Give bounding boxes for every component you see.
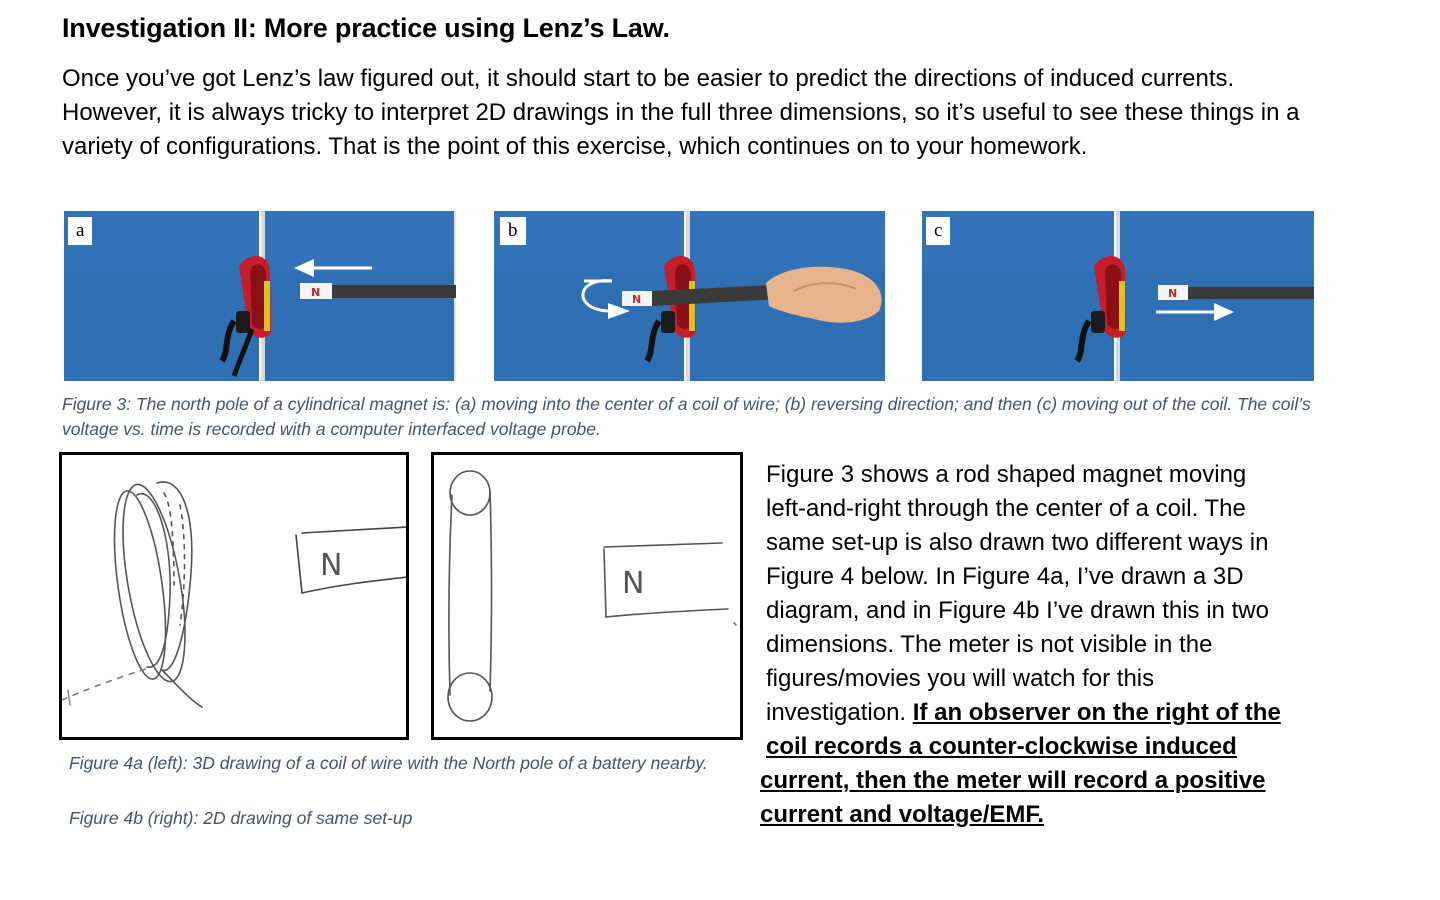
figure-4a-sketch xyxy=(59,452,409,740)
figure-explanation-paragraph xyxy=(760,458,1326,832)
photo-label-b: b xyxy=(500,217,526,245)
figure-3b-photo xyxy=(494,211,885,381)
magnet-n-letter-4a: N xyxy=(320,548,343,583)
explanation-line: dimensions. The meter is not visible in the xyxy=(766,631,1213,658)
magnet-n-letter-4b: N xyxy=(622,566,645,601)
explanation-line: figures/movies you will watch for this xyxy=(766,665,1155,692)
explanation-line: Figure 3 shows a rod shaped magnet moving xyxy=(766,461,1247,488)
intro-paragraph: Once you’ve got Lenz’s law figured out, it should start to be easier to predict the directions of induced currents. However, it is always tricky to interpret 2D drawings in the full three dimensions, so it’s useful to see these things in a variety of configurations. That is the point of this exercise, which continues on to your homework. xyxy=(62,65,1300,160)
explanation-line: same set-up is also drawn two different ways in xyxy=(766,529,1269,556)
explanation-text: investigation. xyxy=(766,699,907,726)
figure-4b-sketch xyxy=(431,452,743,740)
figure-3-caption: Figure 3: The north pole of a cylindrical magnet is: (a) moving into the center of a coil of wire; (b) reversing direction; and then (c) moving out of the coil. The coil’s voltage vs. time is recorded with a computer interfaced voltage probe. xyxy=(62,394,1311,439)
explanation-line: Figure 4 below. In Figure 4a, I’ve drawn a 3D xyxy=(766,563,1244,590)
magnet-n-label-c: N xyxy=(1168,287,1178,300)
figure-3a-photo xyxy=(64,211,456,381)
section-heading: Investigation II: More practice using Lenz’s Law. xyxy=(62,13,670,43)
explanation-line: left-and-right through the center of a coil. The xyxy=(766,495,1246,522)
emphasis-line: current, then the meter will record a positive xyxy=(760,767,1266,794)
explanation-line xyxy=(766,696,1326,730)
photo-label-c: c xyxy=(926,217,950,245)
magnet-n-label-b: N xyxy=(632,293,642,306)
emphasis-line: coil records a counter-clockwise induced xyxy=(766,733,1237,760)
photo-label-a: a xyxy=(68,217,92,245)
figure-3c-photo xyxy=(922,211,1314,381)
figure-4b-caption: Figure 4b (right): 2D drawing of same set-up xyxy=(69,808,413,828)
magnet-n-label-a: N xyxy=(311,286,321,299)
emphasis-text: If an observer on the right of the xyxy=(912,699,1281,726)
emphasis-line: current and voltage/EMF. xyxy=(760,801,1045,828)
explanation-line: diagram, and in Figure 4b I’ve drawn this in two xyxy=(766,597,1269,624)
figure-4a-caption: Figure 4a (left): 3D drawing of a coil of wire with the North pole of a battery nearby. xyxy=(69,753,708,773)
